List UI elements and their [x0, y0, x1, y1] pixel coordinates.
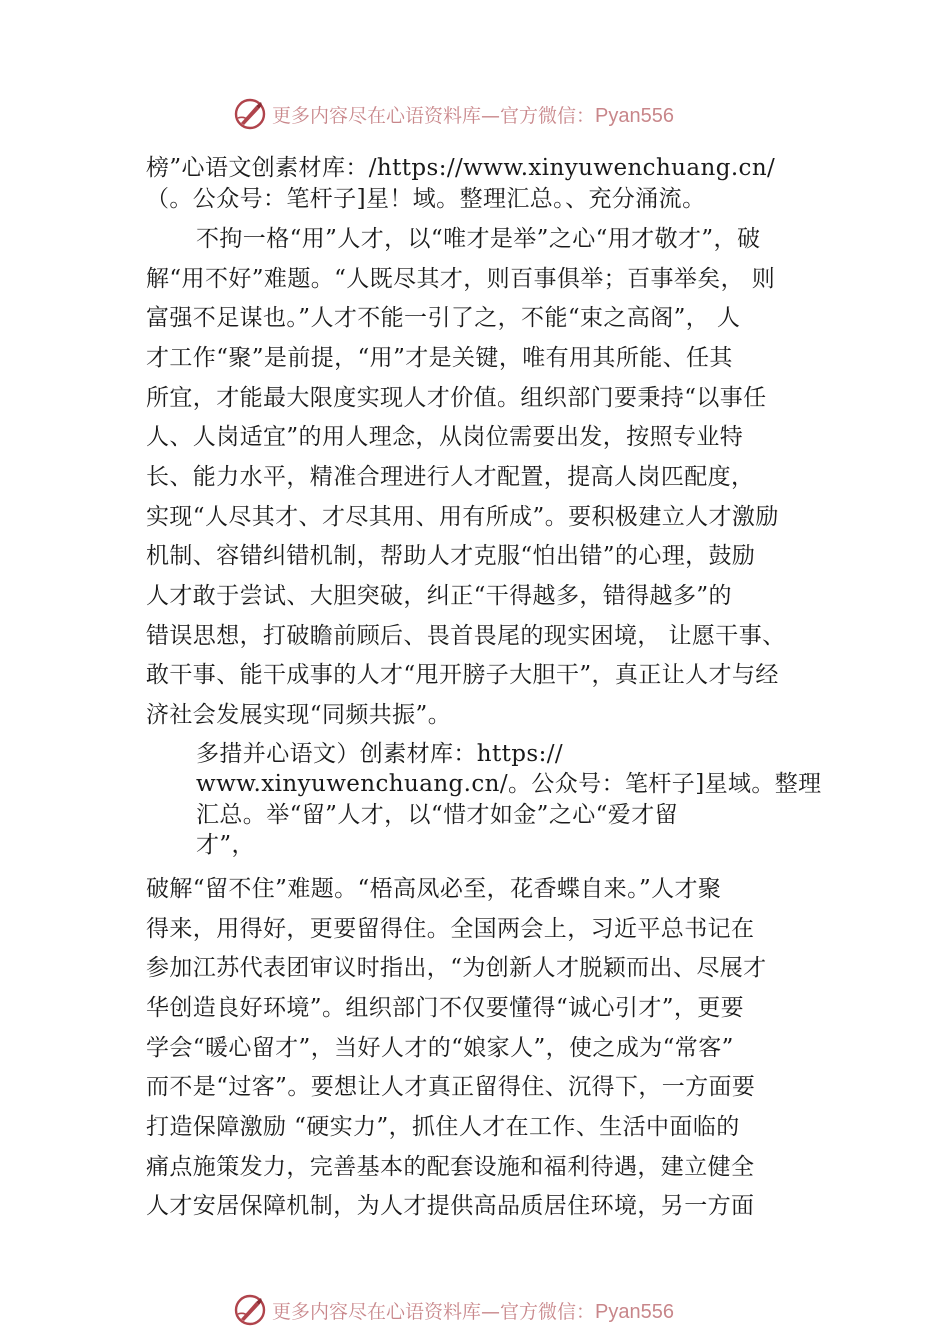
text-line: www.xinyuwenchuang.cn/。公众号：笔杆子]星域。整理 [196, 771, 822, 797]
banner-handle: Pyan556 [595, 104, 674, 127]
text-line: 得来，用得好，更要留得住。全国两会上，习近平总书记在 [146, 916, 755, 942]
banner-text [272, 101, 674, 128]
text-line: 实现“人尽其才、才尽其用、用有所成”。要积极建立人才激励 [146, 504, 779, 530]
text-line: 人、人岗适宜”的用人理念，从岗位需要出发，按照专业特 [146, 424, 744, 450]
text-line: 而不是“过客”。要想让人才真正留得住、沉得下，一方面要 [146, 1074, 756, 1100]
text-line: 参加江苏代表团审议时指出，“为创新人才脱颖而出、尽展才 [146, 955, 767, 981]
banner-slogan: 更多内容尽在心语资料库—官方微信： [272, 1300, 596, 1323]
text-line: 榜”心语文创素材库：/https://www.xinyuwenchuang.cn/ [146, 155, 776, 181]
text-line: 不拘一格“用”人才，以“唯才是举”之心“用才敬才”，破 [196, 226, 761, 252]
text-line: 所宜，才能最大限度实现人才价值。组织部门要秉持“以事任 [146, 385, 767, 411]
footer-banner [232, 1292, 674, 1328]
text-line: 人才安居保障机制，为人才提供高品质居住环境，另一方面 [146, 1193, 755, 1219]
text-line: 长、能力水平，精准合理进行人才配置，提高人岗匹配度， [146, 464, 755, 490]
text-line: 汇总。举“留”人才，以“惜才如金”之心“爱才留 [196, 802, 678, 828]
text-line: 才”， [196, 832, 255, 858]
banner-text [272, 1297, 674, 1324]
text-line: 富强不足谋也。”人才不能一引了之，不能“束之高阁”， 人 [146, 305, 741, 331]
text-line: 学会“暖心留才”，当好人才的“娘家人”，使之成为“常客” [146, 1035, 734, 1061]
text-line: 解“用不好”难题。“人既尽其才，则百事俱举；百事举矣， 则 [146, 266, 776, 292]
text-line: 打造保障激励 “硬实力”，抓住人才在工作、生活中面临的 [146, 1114, 740, 1140]
text-line: 济社会发展实现“同频共振”。 [146, 702, 452, 728]
text-line: 敢干事、能干成事的人才“甩开膀子大胆干”，真正让人才与经 [146, 662, 779, 688]
text-line: 机制、容错纠错机制，帮助人才克服“怕出错”的心理，鼓励 [146, 543, 756, 569]
text-line: 多措并心语文）创素材库：https:// [196, 741, 564, 767]
header-banner [232, 96, 674, 132]
banner-handle: Pyan556 [595, 1300, 674, 1323]
text-line: 华创造良好环境”。组织部门不仅要懂得“诚心引才”，更要 [146, 995, 745, 1021]
text-line: 错误思想，打破瞻前顾后、畏首畏尾的现实困境， 让愿干事、 [146, 623, 786, 649]
pen-circle-logo-icon [232, 1292, 268, 1328]
banner-slogan: 更多内容尽在心语资料库—官方微信： [272, 104, 596, 127]
pen-circle-logo-icon [232, 96, 268, 132]
text-line: （。公众号：笔杆子]星！域。整理汇总。、充分涌流。 [146, 186, 706, 212]
text-line: 痛点施策发力，完善基本的配套设施和福利待遇，建立健全 [146, 1154, 755, 1180]
text-line: 人才敢于尝试、大胆突破，纠正“干得越多，错得越多”的 [146, 583, 732, 609]
text-line: 破解“留不住”难题。“梧高凤必至，花香蝶自来。”人才聚 [146, 876, 722, 902]
text-line: 才工作“聚”是前提，“用”才是关键，唯有用其所能、任其 [146, 345, 733, 371]
